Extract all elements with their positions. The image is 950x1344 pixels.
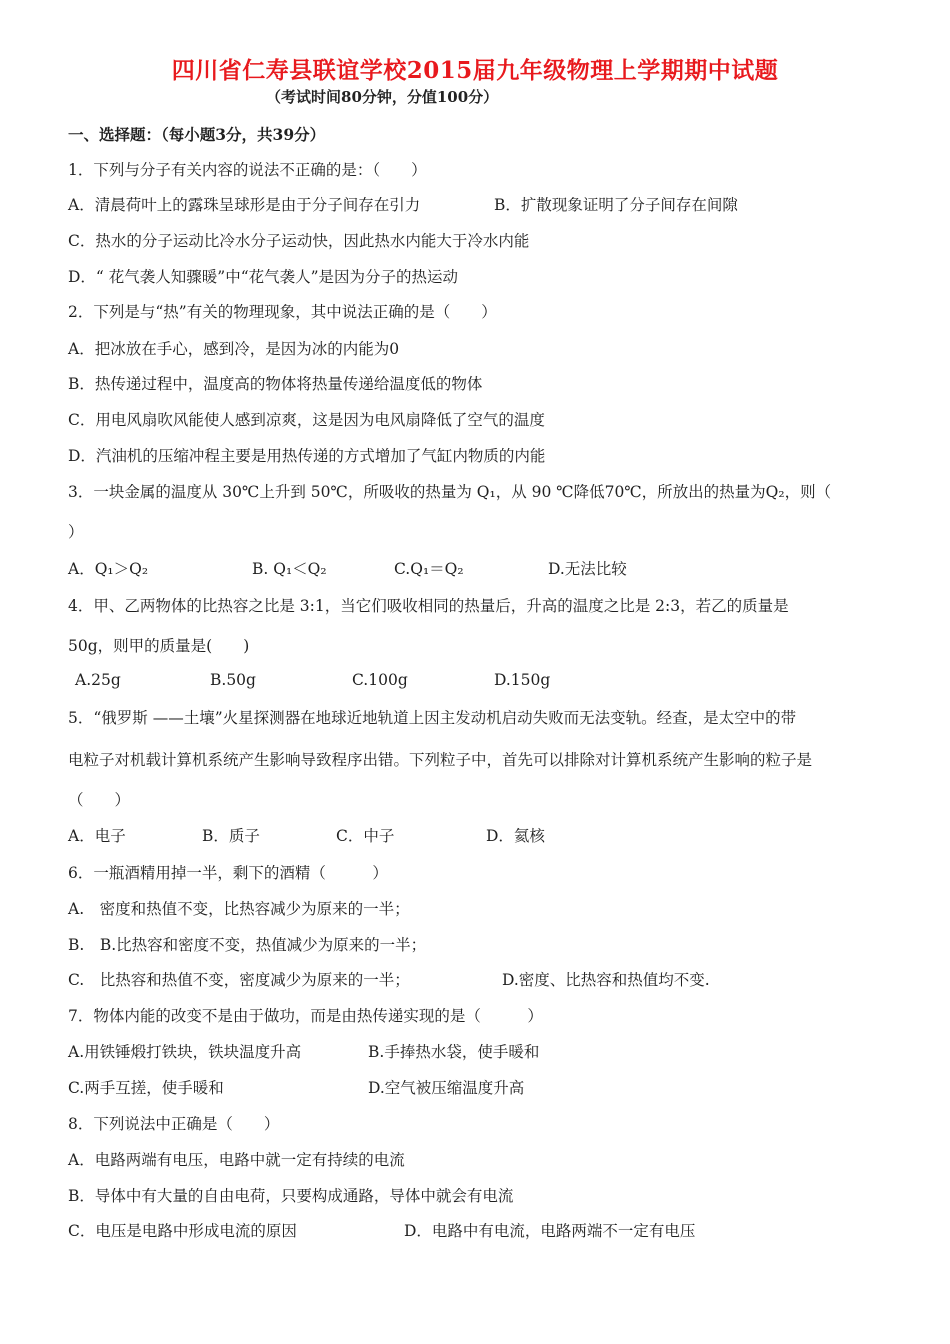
question-1-option-a: A．清晨荷叶上的露珠呈球形是由于分子间存在引力 [68, 196, 421, 214]
question-1-stem: 1．下列与分子有关内容的说法不正确的是：（ ） [68, 161, 427, 179]
page-title: 四川省仁寿县联谊学校2015届九年级物理上学期期中试题 [171, 57, 779, 84]
question-5-stem: 5．“俄罗斯 ——土壤”火星探测器在地球近地轨道上因主发动机启动失败而无法变轨。经查，是太空中的带 [68, 709, 797, 727]
question-5-option-a: A．电子 [68, 827, 126, 845]
question-5-option-c: C．中子 [336, 827, 395, 845]
question-6-option-c: C. 比热容和热值不变，密度减少为原来的一半； [68, 971, 410, 989]
question-8-stem: 8．下列说法中正确是（ ） [68, 1115, 280, 1133]
question-4-option-a: A.25g [75, 671, 121, 689]
question-8-option-b: B．导体中有大量的自由电荷，只要构成通路，导体中就会有电流 [68, 1187, 514, 1205]
question-4-option-c: C.100g [352, 671, 408, 689]
question-7-option-b: B.手捧热水袋，使手暖和 [368, 1043, 540, 1061]
question-8-option-c: C．电压是电路中形成电流的原因 [68, 1222, 297, 1240]
question-8-option-a: A．电路两端有电压，电路中就一定有持续的电流 [68, 1151, 405, 1169]
question-1-option-d: D．“ 花气袭人知骤暖”中“花气袭人”是因为分子的热运动 [68, 268, 459, 286]
question-7-option-c: C.两手互搓，使手暖和 [68, 1079, 224, 1097]
question-3-option-b: B. Q₁＜Q₂ [252, 560, 327, 578]
question-3-option-d: D.无法比较 [548, 560, 627, 578]
question-6-option-d: D.密度、比热容和热值均不变. [502, 971, 710, 989]
question-4-stem: 4．甲、乙两物体的比热容之比是 3:1，当它们吸收相同的热量后，升高的温度之比是 2:3，若乙的质量是 [68, 597, 789, 615]
question-7-stem: 7．物体内能的改变不是由于做功，而是由热传递实现的是（ ） [68, 1007, 543, 1025]
question-2-option-a: A．把冰放在手心，感到冷，是因为冰的内能为0 [68, 340, 400, 358]
question-8-option-d: D．电路中有电流，电路两端不一定有电压 [404, 1222, 696, 1240]
question-2-stem: 2．下列是与“热”有关的物理现象，其中说法正确的是（ ） [68, 303, 497, 321]
question-7-option-d: D.空气被压缩温度升高 [368, 1079, 525, 1097]
question-2-option-c: C．用电风扇吹风能使人感到凉爽，这是因为电风扇降低了空气的温度 [68, 411, 545, 429]
question-1-option-b: B．扩散现象证明了分子间存在间隙 [494, 196, 738, 214]
question-5-option-b: B．质子 [202, 827, 260, 845]
question-6-option-b: B. B.比热容和密度不变，热值减少为原来的一半； [68, 936, 427, 954]
question-5-option-d: D．氦核 [486, 827, 545, 845]
exam-info: （考试时间80分钟，分值100分） [266, 88, 499, 106]
question-7-option-a: A.用铁锤煅打铁块，铁块温度升高 [68, 1043, 302, 1061]
question-1-option-c: C．热水的分子运动比冷水分子运动快，因此热水内能大于冷水内能 [68, 232, 530, 250]
question-3-stem-end: ） [68, 523, 84, 541]
question-2-option-b: B．热传递过程中，温度高的物体将热量传递给温度低的物体 [68, 375, 483, 393]
question-4-option-d: D.150g [494, 671, 551, 689]
question-5-stem-2: 电粒子对机载计算机系统产生影响导致程序出错。下列粒子中，首先可以排除对计算机系统产生影响的粒子是 [68, 751, 813, 769]
question-3-stem: 3．一块金属的温度从 30℃上升到 50℃，所吸收的热量为 Q₁，从 90 ℃降低70℃，所放出的热量为Q₂，则（ [68, 483, 832, 501]
section-heading: 一、选择题：（每小题3分，共39分） [68, 125, 326, 144]
question-5-stem-end: （ ） [68, 791, 131, 809]
question-4-stem-end: 50g，则甲的质量是( ) [68, 637, 250, 655]
question-6-option-a: A. 密度和热值不变，比热容减少为原来的一半； [68, 900, 410, 918]
question-2-option-d: D．汽油机的压缩冲程主要是用热传递的方式增加了气缸内物质的内能 [68, 447, 546, 465]
question-3-option-c: C.Q₁＝Q₂ [394, 560, 464, 578]
question-3-option-a: A．Q₁＞Q₂ [68, 560, 149, 578]
question-6-stem: 6．一瓶酒精用掉一半，剩下的酒精（ ） [68, 864, 388, 882]
question-4-option-b: B.50g [210, 671, 256, 689]
